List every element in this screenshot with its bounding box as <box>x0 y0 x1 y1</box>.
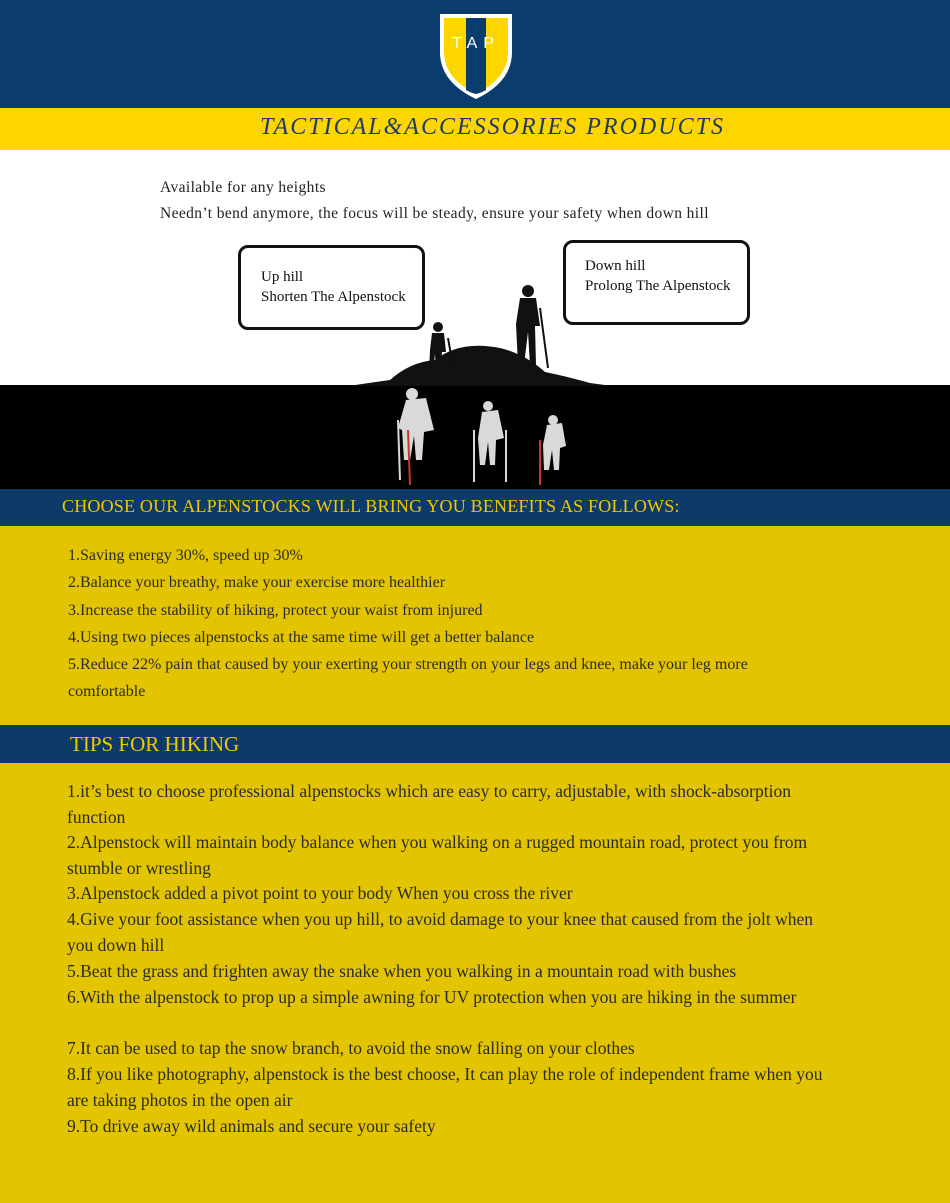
brand-title: TACTICAL&ACCESSORIES PRODUCTS <box>260 114 725 140</box>
intro-line-1: Available for any heights <box>160 179 326 196</box>
benefit-item: 3.Increase the stability of hiking, protect your waist from injured <box>68 602 483 619</box>
tips-title: TIPS FOR HIKING <box>70 732 240 756</box>
tip-item: 5.Beat the grass and frighten away the snake when you walking in a mountain road with bushes <box>67 961 737 981</box>
hiker-top-right-silhouette <box>516 285 548 368</box>
benefits-title: CHOOSE OUR ALPENSTOCKS WILL BRING YOU BENEFITS AS FOLLOWS: <box>62 496 680 516</box>
downhill-desc: Prolong The Alpenstock <box>585 278 731 294</box>
tip-item: 8.If you like photography, alpenstock is the best choose, It can play the role of independent frame when you are taking photos in the open air <box>67 1064 823 1110</box>
tip-item: 4.Give your foot assistance when you up hill, to avoid damage to your knee that caused from the jolt when you down hill <box>67 909 813 955</box>
benefit-item: 5.Reduce 22% pain that caused by your exerting your strength on your legs and knee, make your leg more comfortable <box>68 656 748 700</box>
tip-item: 7.It can be used to tap the snow branch, to avoid the snow falling on your clothes <box>67 1038 635 1058</box>
hill-silhouette <box>355 346 605 386</box>
hiker-lower-3-silhouette <box>540 415 566 485</box>
benefit-item: 4.Using two pieces alpenstocks at the same time will get a better balance <box>68 629 535 646</box>
logo-text: TAP <box>452 35 500 52</box>
tip-item: 2.Alpenstock will maintain body balance when you walking on a rugged mountain road, protect you from stumble or wrestling <box>67 832 808 878</box>
tip-item: 9.To drive away wild animals and secure your safety <box>67 1116 436 1136</box>
hikers-silhouette-illustration <box>350 280 610 489</box>
uphill-desc: Shorten The Alpenstock <box>261 289 406 305</box>
tip-item: 6.With the alpenstock to prop up a simple awning for UV protection when you are hiking in the summer <box>67 987 797 1007</box>
tap-shield-logo <box>436 10 516 102</box>
intro-line-2: Needn’t bend anymore, the focus will be steady, ensure your safety when down hill <box>160 205 709 222</box>
tip-item: 3.Alpenstock added a pivot point to your body When you cross the river <box>67 883 573 903</box>
uphill-title: Up hill <box>261 269 304 285</box>
hiker-lower-2-silhouette <box>474 401 506 482</box>
hiker-lower-1-silhouette <box>398 388 434 485</box>
downhill-title: Down hill <box>585 258 646 274</box>
tip-item: 1.it’s best to choose professional alpenstocks which are easy to carry, adjustable, with shock-absorption function <box>67 781 791 827</box>
benefit-item: 2.Balance your breathy, make your exercise more healthier <box>68 574 446 591</box>
benefit-item: 1.Saving energy 30%, speed up 30% <box>68 547 303 564</box>
